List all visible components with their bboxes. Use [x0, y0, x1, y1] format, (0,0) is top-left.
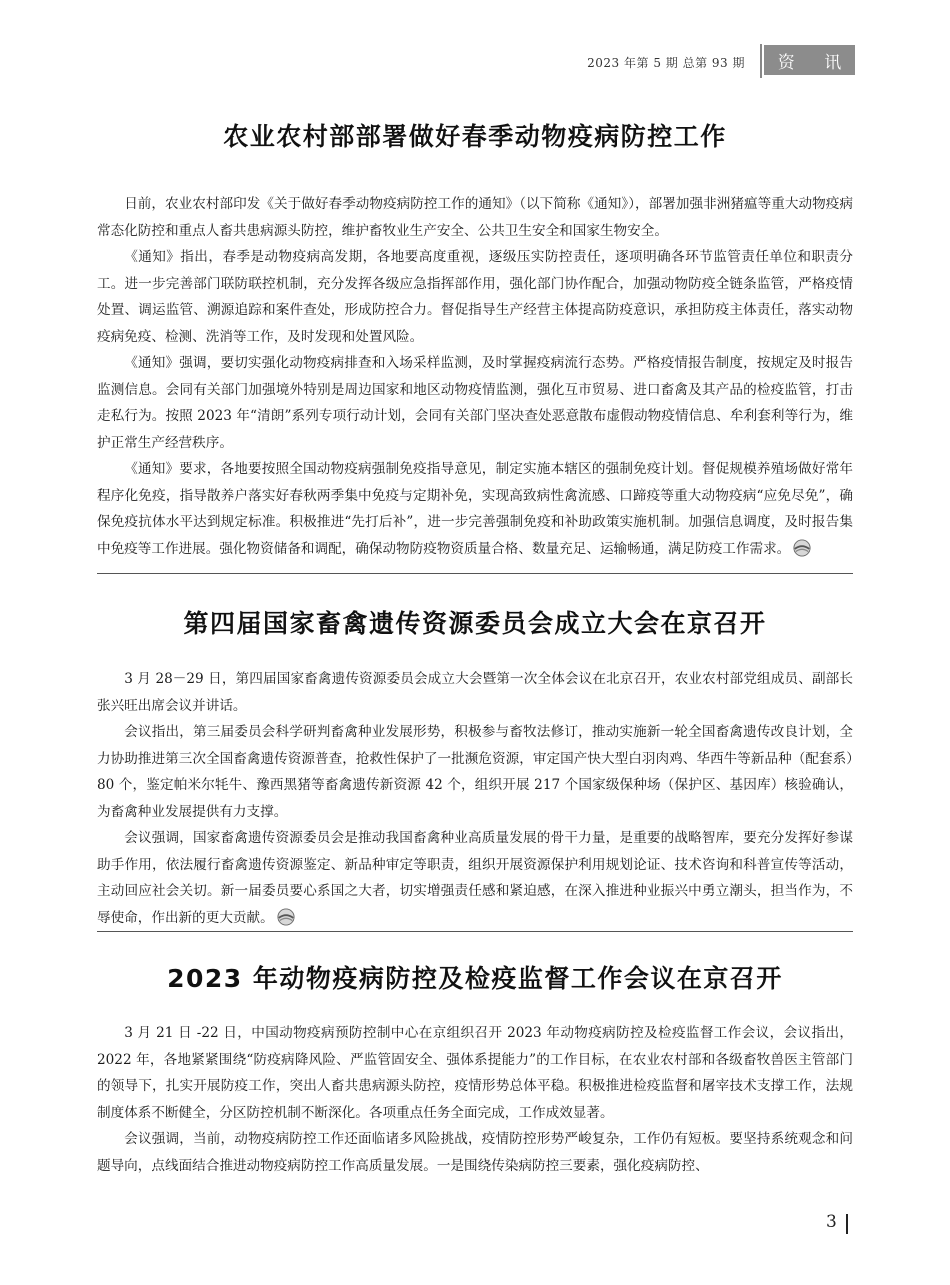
section-divider [97, 573, 853, 574]
article-paragraph: 会议强调，当前，动物疫病防控工作还面临诸多风险挑战，疫情防控形势严峻复杂，工作仍有短板。要坚持系统观念和问题导向，点线面结合推进动物疫病防控工作高质量发展。一是围绕传染病防控三要素，强化疫病防控、 [97, 1131, 853, 1174]
header-divider [760, 44, 762, 78]
article-paragraph: 《通知》指出，春季是动物疫病高发期，各地要高度重视，逐级压实防控责任，逐项明确各环节监管责任单位和职责分工。进一步完善部门联防联控机制，充分发挥各级应急指挥部作用，强化部门协作配合，加强动物防疫全链条监管，严格疫情处置、调运监管、溯源追踪和案件查处，形成防控合力。督促指导生产经营主体提高防疫意识，承担防疫主体责任，落实动物疫病免疫、检测、洗消等工作，及时发现和处置风险。 [97, 249, 853, 345]
article-paragraph: 《通知》强调，要切实强化动物疫病排查和入场采样监测，及时掌握疫病流行态势。严格疫情报告制度，按规定及时报告监测信息。会同有关部门加强境外特别是周边国家和地区动物疫情监测，强化互市贸易、进口畜禽及其产品的检疫监管，打击走私行为。按照 2023 年“清朗”系列专项行动计划，会同有关部门坚决查处恶意散布虚假动物疫情信息、牟利套利等行为，维护正常生产经营秩序。 [97, 355, 853, 451]
issue-info: 2023 年第 5 期 总第 93 期 [587, 56, 745, 70]
article-spring-disease-control [97, 117, 853, 562]
article-paragraph [97, 456, 853, 562]
article-genetic-resources-committee [97, 604, 853, 931]
article-paragraph [97, 825, 853, 931]
paragraph-text: 会议强调，国家畜禽遗传资源委员会是推动我国畜禽种业高质量发展的骨干力量，是重要的战略智库，要充分发挥好参谋助手作用，依法履行畜禽遗传资源鉴定、新品种审定等职责，组织开展资源保护利用规划论证、技术咨询和科普宣传等活动，主动回应社会关切。新一届委员要心系国之大者，切实增强责任感和紧迫感，在深入推进种业振兴中勇立潮头，担当作为，不辱使命，作出新的更大贡献。 [97, 830, 853, 926]
article-paragraph: 日前，农业农村部印发《关于做好春季动物疫病防控工作的通知》（以下简称《通知》），部署加强非洲猪瘟等重大动物疫病常态化防控和重点人畜共患病源头防控，维护畜牧业生产安全、公共卫生安全和国家生物安全。 [97, 196, 853, 239]
paragraph-text: 《通知》要求，各地要按照全国动物疫病强制免疫指导意见，制定实施本辖区的强制免疫计划。督促规模养殖场做好常年程序化免疫，指导散养户落实好春秋两季集中免疫与定期补免，实现高致病性禽流感、口蹄疫等重大动物疫病“应免尽免”，确保免疫抗体水平达到规定标准。积极推进“先打后补”，进一步完善强制免疫和补助政策实施机制。加强信息调度，及时报告集中免疫等工作进展。强化物资储备和调配，确保动物防疫物资质量合格、数量充足、运输畅通，满足防疫工作需求。 [97, 461, 853, 557]
end-mark-icon [793, 539, 811, 557]
article-title: 第四届国家畜禽遗传资源委员会成立大会在京召开 [183, 609, 767, 638]
article-paragraph: 会议指出，第三届委员会科学研判畜禽种业发展形势，积极参与畜牧法修订，推动实施新一轮全国畜禽遗传改良计划，全力协助推进第三次全国畜禽遗传资源普查，抢救性保护了一批濒危资源，审定国产快大型白羽肉鸡、华西牛等新品种（配套系）80 个，鉴定帕米尔牦牛、豫西黑猪等畜禽遗传新资源 42 个，组织开展 217 个国家级保种场（保护区、基因库）核验确认，为畜禽种业发展提供有力支撑。 [97, 724, 853, 820]
page-number-bar [846, 1214, 848, 1234]
article-paragraph: 3 月 21 日 -22 日，中国动物疫病预防控制中心在京组织召开 2023 年动物疫病防控及检疫监督工作会议，会议指出，2022 年，各地紧紧围绕“防疫病降风险、严监管固安全、强体系提能力”的工作目标，在农业农村部和各级畜牧兽医主管部门的领导下，扎实开展防疫工作，突出人畜共患病源头防控，疫情形势总体平稳。积极推进检疫监督和屠宰技术支撑工作，法规制度体系不断健全，分区防控机制不断深化。各项重点任务全面完成，工作成效显著。 [97, 1025, 853, 1121]
section-divider [97, 931, 853, 932]
end-mark-icon [277, 908, 295, 926]
page-number: 3 [826, 1212, 837, 1232]
article-title: 2023 年动物疫病防控及检疫监督工作会议在京召开 [167, 964, 783, 993]
article-paragraph: 3 月 28－29 日，第四届国家畜禽遗传资源委员会成立大会暨第一次全体会议在北京召开，农业农村部党组成员、副部长张兴旺出席会议并讲话。 [97, 671, 853, 714]
section-tag: 资 讯 [764, 45, 855, 75]
article-quarantine-meeting [97, 959, 853, 1179]
article-title: 农业农村部部署做好春季动物疫病防控工作 [223, 122, 727, 151]
